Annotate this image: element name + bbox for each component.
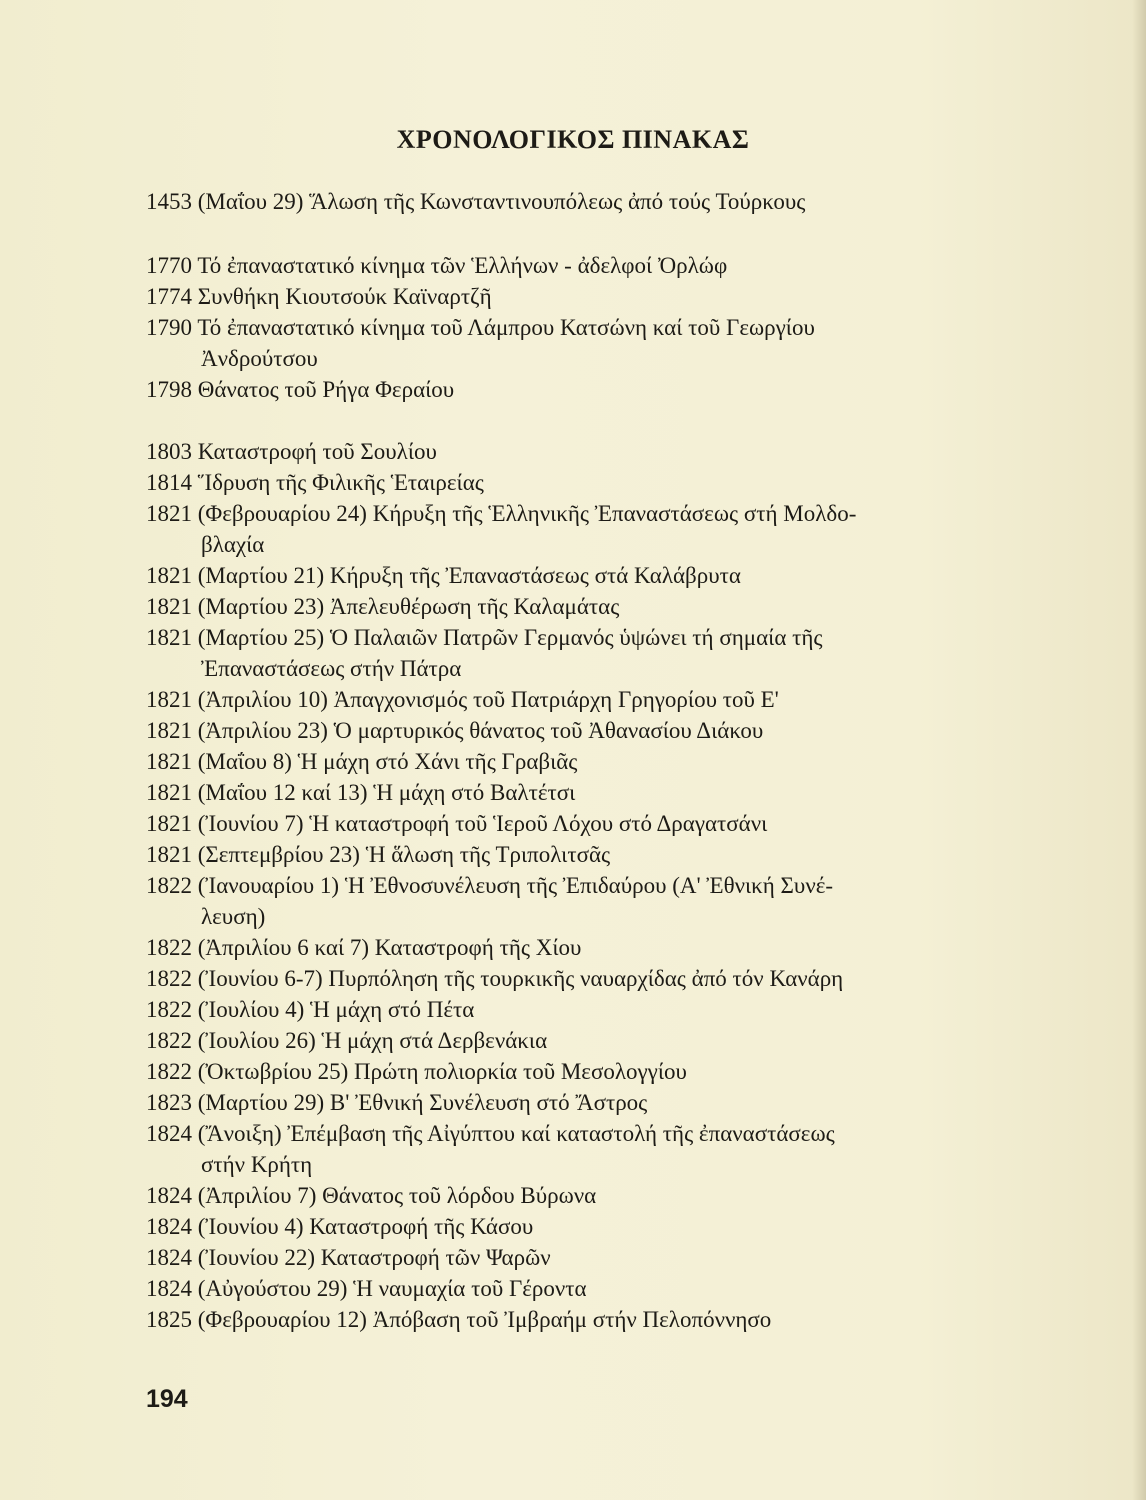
entry-year: 1825 [146,1307,192,1332]
entry-line [146,777,1016,808]
entry-text: (Ἰουλίου 4) Ἡ μάχη στό Πέτα [192,997,475,1022]
entry-line [146,746,1016,777]
entry-text: (Ἰανουαρίου 1) Ἡ Ἐθνοσυνέλευση τῆς Ἐπιδαύρου (Α' Ἐθνική Συνέ- [192,873,834,898]
entry-text: Καταστροφή τοῦ Σουλίου [192,439,437,464]
entry-year: 1821 [146,501,192,526]
entry-line [146,932,1016,963]
entry-year: 1770 [146,253,192,278]
entry-text: (Μαΐου 29) Ἅλωση τῆς Κωνσταντινουπόλεως ἀπό τούς Τούρκους [192,189,806,214]
entry-text: (Αὐγούστου 29) Ἡ ναυμαχία τοῦ Γέροντα [192,1276,587,1301]
entry-year: 1824 [146,1214,192,1239]
chronology-entry [146,250,1016,281]
entry-year: 1821 [146,594,192,619]
entry-line [146,312,1016,343]
entry-year: 1821 [146,749,192,774]
entry-text: Ἵδρυση τῆς Φιλικῆς Ἑταιρείας [192,470,484,495]
entry-line [146,1180,1016,1211]
entry-line [146,808,1016,839]
entry-year: 1824 [146,1121,192,1146]
chronology-entry [146,1211,1016,1242]
entry-text: (Ἰουνίου 4) Καταστροφή τῆς Κάσου [192,1214,534,1239]
entry-text: (Ἀπριλίου 7) Θάνατος τοῦ λόρδου Βύρωνα [192,1183,597,1208]
chronology-entry [146,684,1016,715]
page-number: 194 [146,1385,188,1413]
entry-line [146,1304,1016,1335]
entry-year: 1822 [146,1028,192,1053]
entry-year: 1822 [146,997,192,1022]
entry-text: (Φεβρουαρίου 12) Ἀπόβαση τοῦ Ἰμβραήμ στήν Πελοπόννησο [192,1307,772,1332]
entry-year: 1453 [146,189,192,214]
entry-year: 1821 [146,811,192,836]
entry-text: Τό ἐπαναστατικό κίνημα τοῦ Λάμπρου Κατσώνη καί τοῦ Γεωργίου [192,315,815,340]
chronology-entry [146,281,1016,312]
chronology-entry [146,436,1016,467]
entry-line [146,994,1016,1025]
entry-year: 1823 [146,1090,192,1115]
chronology-entry [146,746,1016,777]
entry-year: 1821 [146,625,192,650]
entry-continuation: Ἐπαναστάσεως στήν Πάτρα [201,656,462,681]
chronology-entry [146,1118,1016,1180]
chronology-entry [146,622,1016,684]
entry-text: (Μαΐου 12 καί 13) Ἡ μάχη στό Βαλτέτσι [192,780,576,805]
entry-year: 1790 [146,315,192,340]
entry-text: (Σεπτεμβρίου 23) Ἡ ἅλωση τῆς Τριπολιτσᾶς [192,842,611,867]
entry-year: 1822 [146,1059,192,1084]
entry-year: 1821 [146,563,192,588]
chronology-entry [146,1304,1016,1335]
entry-line [146,1025,1016,1056]
chronology-list [146,186,1016,1335]
entry-line [146,560,1016,591]
entry-year: 1824 [146,1245,192,1270]
entry-line [146,1211,1016,1242]
entry-year: 1824 [146,1276,192,1301]
chronology-entry [146,186,1016,217]
chronology-entry [146,1025,1016,1056]
entry-line [146,870,1016,901]
entry-text: (Ἄνοιξη) Ἐπέμβαση τῆς Αἰγύπτου καί καταστολή τῆς ἐπαναστάσεως [192,1121,835,1146]
chronology-entry [146,839,1016,870]
entry-text: (Ἰουνίου 7) Ἡ καταστροφή τοῦ Ἱεροῦ Λόχου στό Δραγατσάνι [192,811,768,836]
entry-line [146,1118,1016,1149]
entry-year: 1822 [146,935,192,960]
chronology-entry [146,777,1016,808]
entry-line [146,1056,1016,1087]
entry-year: 1821 [146,780,192,805]
entry-text: Συνθήκη Κιουτσούκ Καϊναρτζῆ [192,284,492,309]
chronology-entry [146,870,1016,932]
page-title: ΧΡΟΝΟΛΟΓΙΚΟΣ ΠΙΝΑΚΑΣ [396,125,750,154]
entry-line [146,250,1016,281]
entry-year: 1803 [146,439,192,464]
entry-text: (Ἀπριλίου 6 καί 7) Καταστροφή τῆς Χίου [192,935,582,960]
entry-line [146,715,1016,746]
entry-text: (Μαρτίου 23) Ἀπελευθέρωση τῆς Καλαμάτας [192,594,620,619]
entry-line [146,1087,1016,1118]
entry-text: (Ἰουνίου 6-7) Πυρπόληση τῆς τουρκικῆς ναυαρχίδας ἀπό τόν Κανάρη [192,966,844,991]
entry-line [146,591,1016,622]
entry-line [146,186,1016,217]
entry-text: (Ὀκτωβρίου 25) Πρώτη πολιορκία τοῦ Μεσολογγίου [192,1059,687,1084]
entry-line [146,374,1016,405]
entry-line [146,684,1016,715]
entry-line [146,281,1016,312]
chronology-entry [146,374,1016,405]
entry-continuation: λευση) [201,904,266,929]
chronology-entry [146,1242,1016,1273]
entry-text: (Φεβρουαρίου 24) Κήρυξη τῆς Ἑλληνικῆς Ἐπαναστάσεως στή Μολδο- [192,501,857,526]
entry-line [146,436,1016,467]
chronology-entry [146,1180,1016,1211]
entry-year: 1821 [146,842,192,867]
entry-text: (Ἰουλίου 26) Ἡ μάχη στά Δερβενάκια [192,1028,548,1053]
entry-line [146,1273,1016,1304]
entry-year: 1822 [146,873,192,898]
entry-continuation: βλαχία [201,532,265,557]
entry-continuation: στήν Κρήτη [201,1152,313,1177]
chronology-entry [146,498,1016,560]
entry-text: (Μαρτίου 29) Β' Ἐθνική Συνέλευση στό Ἄστρος [192,1090,648,1115]
entry-text: Θάνατος τοῦ Ρήγα Φεραίου [192,377,455,402]
entry-line [146,498,1016,529]
entry-year: 1798 [146,377,192,402]
entry-text: (Μαΐου 8) Ἡ μάχη στό Χάνι τῆς Γραβιᾶς [192,749,578,774]
entry-line [146,963,1016,994]
entry-year: 1774 [146,284,192,309]
chronology-entry [146,1056,1016,1087]
entry-line [146,839,1016,870]
entry-year: 1814 [146,470,192,495]
entry-continuation: Ἀνδρούτσου [201,346,318,371]
entry-text: (Μαρτίου 21) Κήρυξη τῆς Ἐπαναστάσεως στά Καλάβρυτα [192,563,741,588]
chronology-entry [146,808,1016,839]
entry-year: 1822 [146,966,192,991]
entry-year: 1821 [146,687,192,712]
entry-line [146,622,1016,653]
entry-text: (Ἀπριλίου 10) Ἀπαγχονισμός τοῦ Πατριάρχη Γρηγορίου τοῦ Ε' [192,687,779,712]
entry-year: 1824 [146,1183,192,1208]
entry-line [146,467,1016,498]
chronology-entry [146,994,1016,1025]
entry-text: (Ἰουνίου 22) Καταστροφή τῶν Ψαρῶν [192,1245,551,1270]
entry-text: (Μαρτίου 25) Ὁ Παλαιῶν Πατρῶν Γερμανός ὑψώνει τή σημαία τῆς [192,625,823,650]
chronology-entry [146,591,1016,622]
chronology-entry [146,1087,1016,1118]
entry-line [146,1242,1016,1273]
chronology-entry [146,1273,1016,1304]
chronology-entry [146,467,1016,498]
page-edge-shadow [1132,0,1146,1500]
chronology-entry [146,560,1016,591]
entry-year: 1821 [146,718,192,743]
entry-text: (Ἀπριλίου 23) Ὁ μαρτυρικός θάνατος τοῦ Ἀθανασίου Διάκου [192,718,764,743]
entry-text: Τό ἐπαναστατικό κίνημα τῶν Ἑλλήνων - ἀδελφοί Ὀρλώφ [192,253,728,278]
chronology-entry [146,715,1016,746]
chronology-entry [146,932,1016,963]
chronology-entry [146,312,1016,374]
chronology-entry [146,963,1016,994]
